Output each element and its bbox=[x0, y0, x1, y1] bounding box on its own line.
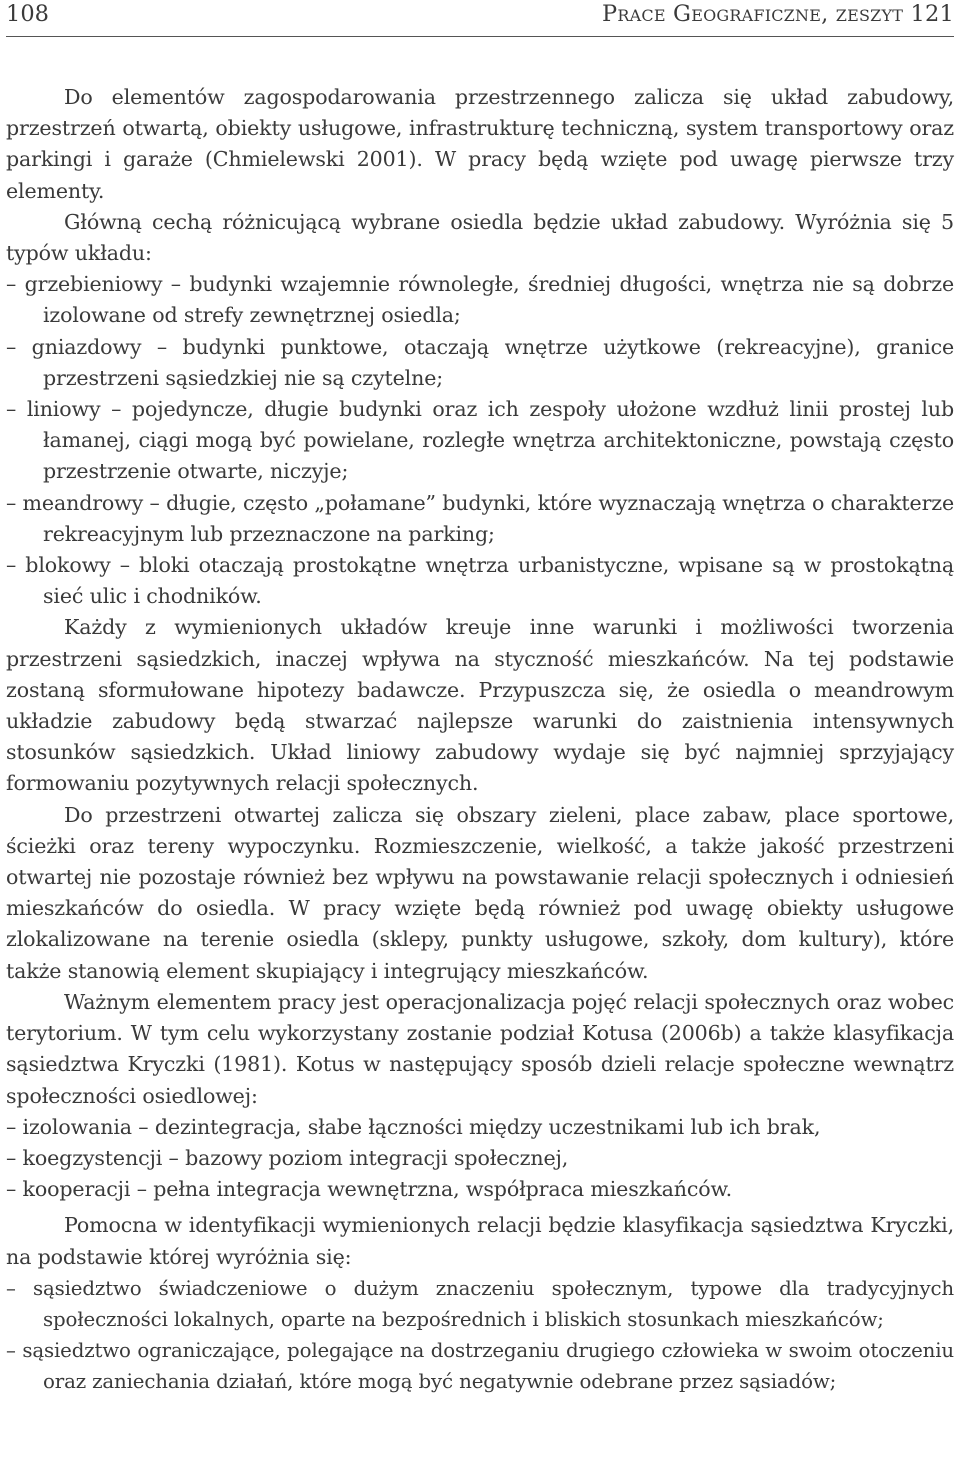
page-number: 108 bbox=[6, 1, 49, 27]
paragraph: Główną cechą różnicującą wybrane osiedla będzie układ zabudowy. Wyróżnia się 5 typów układu: bbox=[6, 209, 954, 266]
article-text bbox=[6, 82, 954, 1398]
list-item: – grzebieniowy – budynki wzajemnie równoległe, średniej długości, wnętrza nie są dobrze izolowane od strefy zewnętrznej osiedla; bbox=[6, 272, 954, 328]
list-item: – gniazdowy – budynki punktowe, otaczają wnętrze użytkowe (rekreacyjne), granice przestrzeni sąsiedzkiej nie są czytelne; bbox=[6, 334, 954, 390]
paragraph: Ważnym elementem pracy jest operacjonalizacja pojęć relacji społecznych oraz wobec terytorium. W tym celu wykorzystany zostanie podział Kotusa (2006b) a także klasyfikacja sąsiedztwa Kryczki (1981). Kotus w następujący sposób dzieli relacje społeczne wewnątrz społeczności osiedlowej: bbox=[6, 989, 954, 1108]
paragraph: Do przestrzeni otwartej zalicza się obszary zieleni, place zabaw, place sportowe, ścieżki oraz tereny wypoczynku. Rozmieszczenie, wielkość, a także jakość przestrzeni otwartej nie pozostaje również bez wpływu na powstawanie relacji społecznych i odniesień mieszkańców do osiedla. W pracy wzięte będą również pod uwagę obiekty usługowe zlokalizowane na terenie osiedla (sklepy, punkty usługowe, szkoły, dom kultury), które także stanowią element skupiający i integrujący mieszkańców. bbox=[6, 802, 954, 983]
page-header bbox=[6, 0, 954, 37]
layout-types-list bbox=[6, 269, 954, 612]
list-item: – kooperacji – pełna integracja wewnętrzna, współpraca mieszkańców. bbox=[6, 1177, 732, 1202]
list-item: – blokowy – bloki otaczają prostokątne wnętrza urbanistyczne, wpisane są w prostokątną sieć ulic i chodników. bbox=[6, 553, 954, 609]
kryczka-types-list bbox=[6, 1273, 954, 1398]
list-item: – koegzystencji – bazowy poziom integracji społecznej, bbox=[6, 1145, 569, 1170]
list-item: – izolowania – dezintegracja, słabe łączności między uczestnikami lub ich brak, bbox=[6, 1114, 821, 1139]
paragraph: Pomocna w identyfikacji wymienionych relacji będzie klasyfikacja sąsiedztwa Kryczki, na podstawie której wyróżnia się: bbox=[6, 1213, 954, 1269]
list-item: – sąsiedztwo świadczeniowe o dużym znaczeniu społecznym, typowe dla tradycyjnych społeczności lokalnych, oparte na bezpośrednich i bliskich stosunkach mieszkańców; bbox=[6, 1276, 954, 1331]
paragraph: Każdy z wymienionych układów kreuje inne warunki i możliwości tworzenia przestrzeni sąsiedzkich, inaczej wpływa na styczność mieszkańców. Na tej podstawie zostaną sformułowane hipotezy badawcze. Przypuszcza się, że osiedla o meandrowym układzie zabudowy będą stwarzać najlepsze warunki do zaistnienia intensywnych stosunków sąsiedzkich. Układ liniowy zabudowy wydaje się być najmniej sprzyjający formowaniu pozytywnych relacji społecznych. bbox=[6, 615, 954, 796]
list-item: – meandrowy – długie, często „połamane” budynki, które wyznaczają wnętrza o charakterze rekreacyjnym lub przeznaczone na parking; bbox=[6, 490, 954, 546]
running-title: Prace Geograficzne, zeszyt 121 bbox=[602, 1, 954, 27]
list-item: – liniowy – pojedyncze, długie budynki oraz ich zespoły ułożone wzdłuż linii prostej lub łamanej, ciągi mogą być powielane, rozległe wnętrza architektoniczne, powstają często przestrzenie otwarte, niczyje; bbox=[6, 397, 954, 484]
kotus-relations-list bbox=[6, 1112, 954, 1206]
paragraph: Do elementów zagospodarowania przestrzennego zalicza się układ zabudowy, przestrzeń otwartą, obiekty usługowe, infrastrukturę techniczną, system transportowy oraz parkingi i garaże (Chmielewski 2001). W pracy będą wzięte pod uwagę pierwsze trzy elementy. bbox=[6, 85, 954, 203]
list-item: – sąsiedztwo ograniczające, polegające na dostrzeganiu drugiego człowieka w swoim otoczeniu oraz zaniechania działań, które mogą być negatywnie odebrane przez sąsiadów; bbox=[6, 1339, 954, 1394]
